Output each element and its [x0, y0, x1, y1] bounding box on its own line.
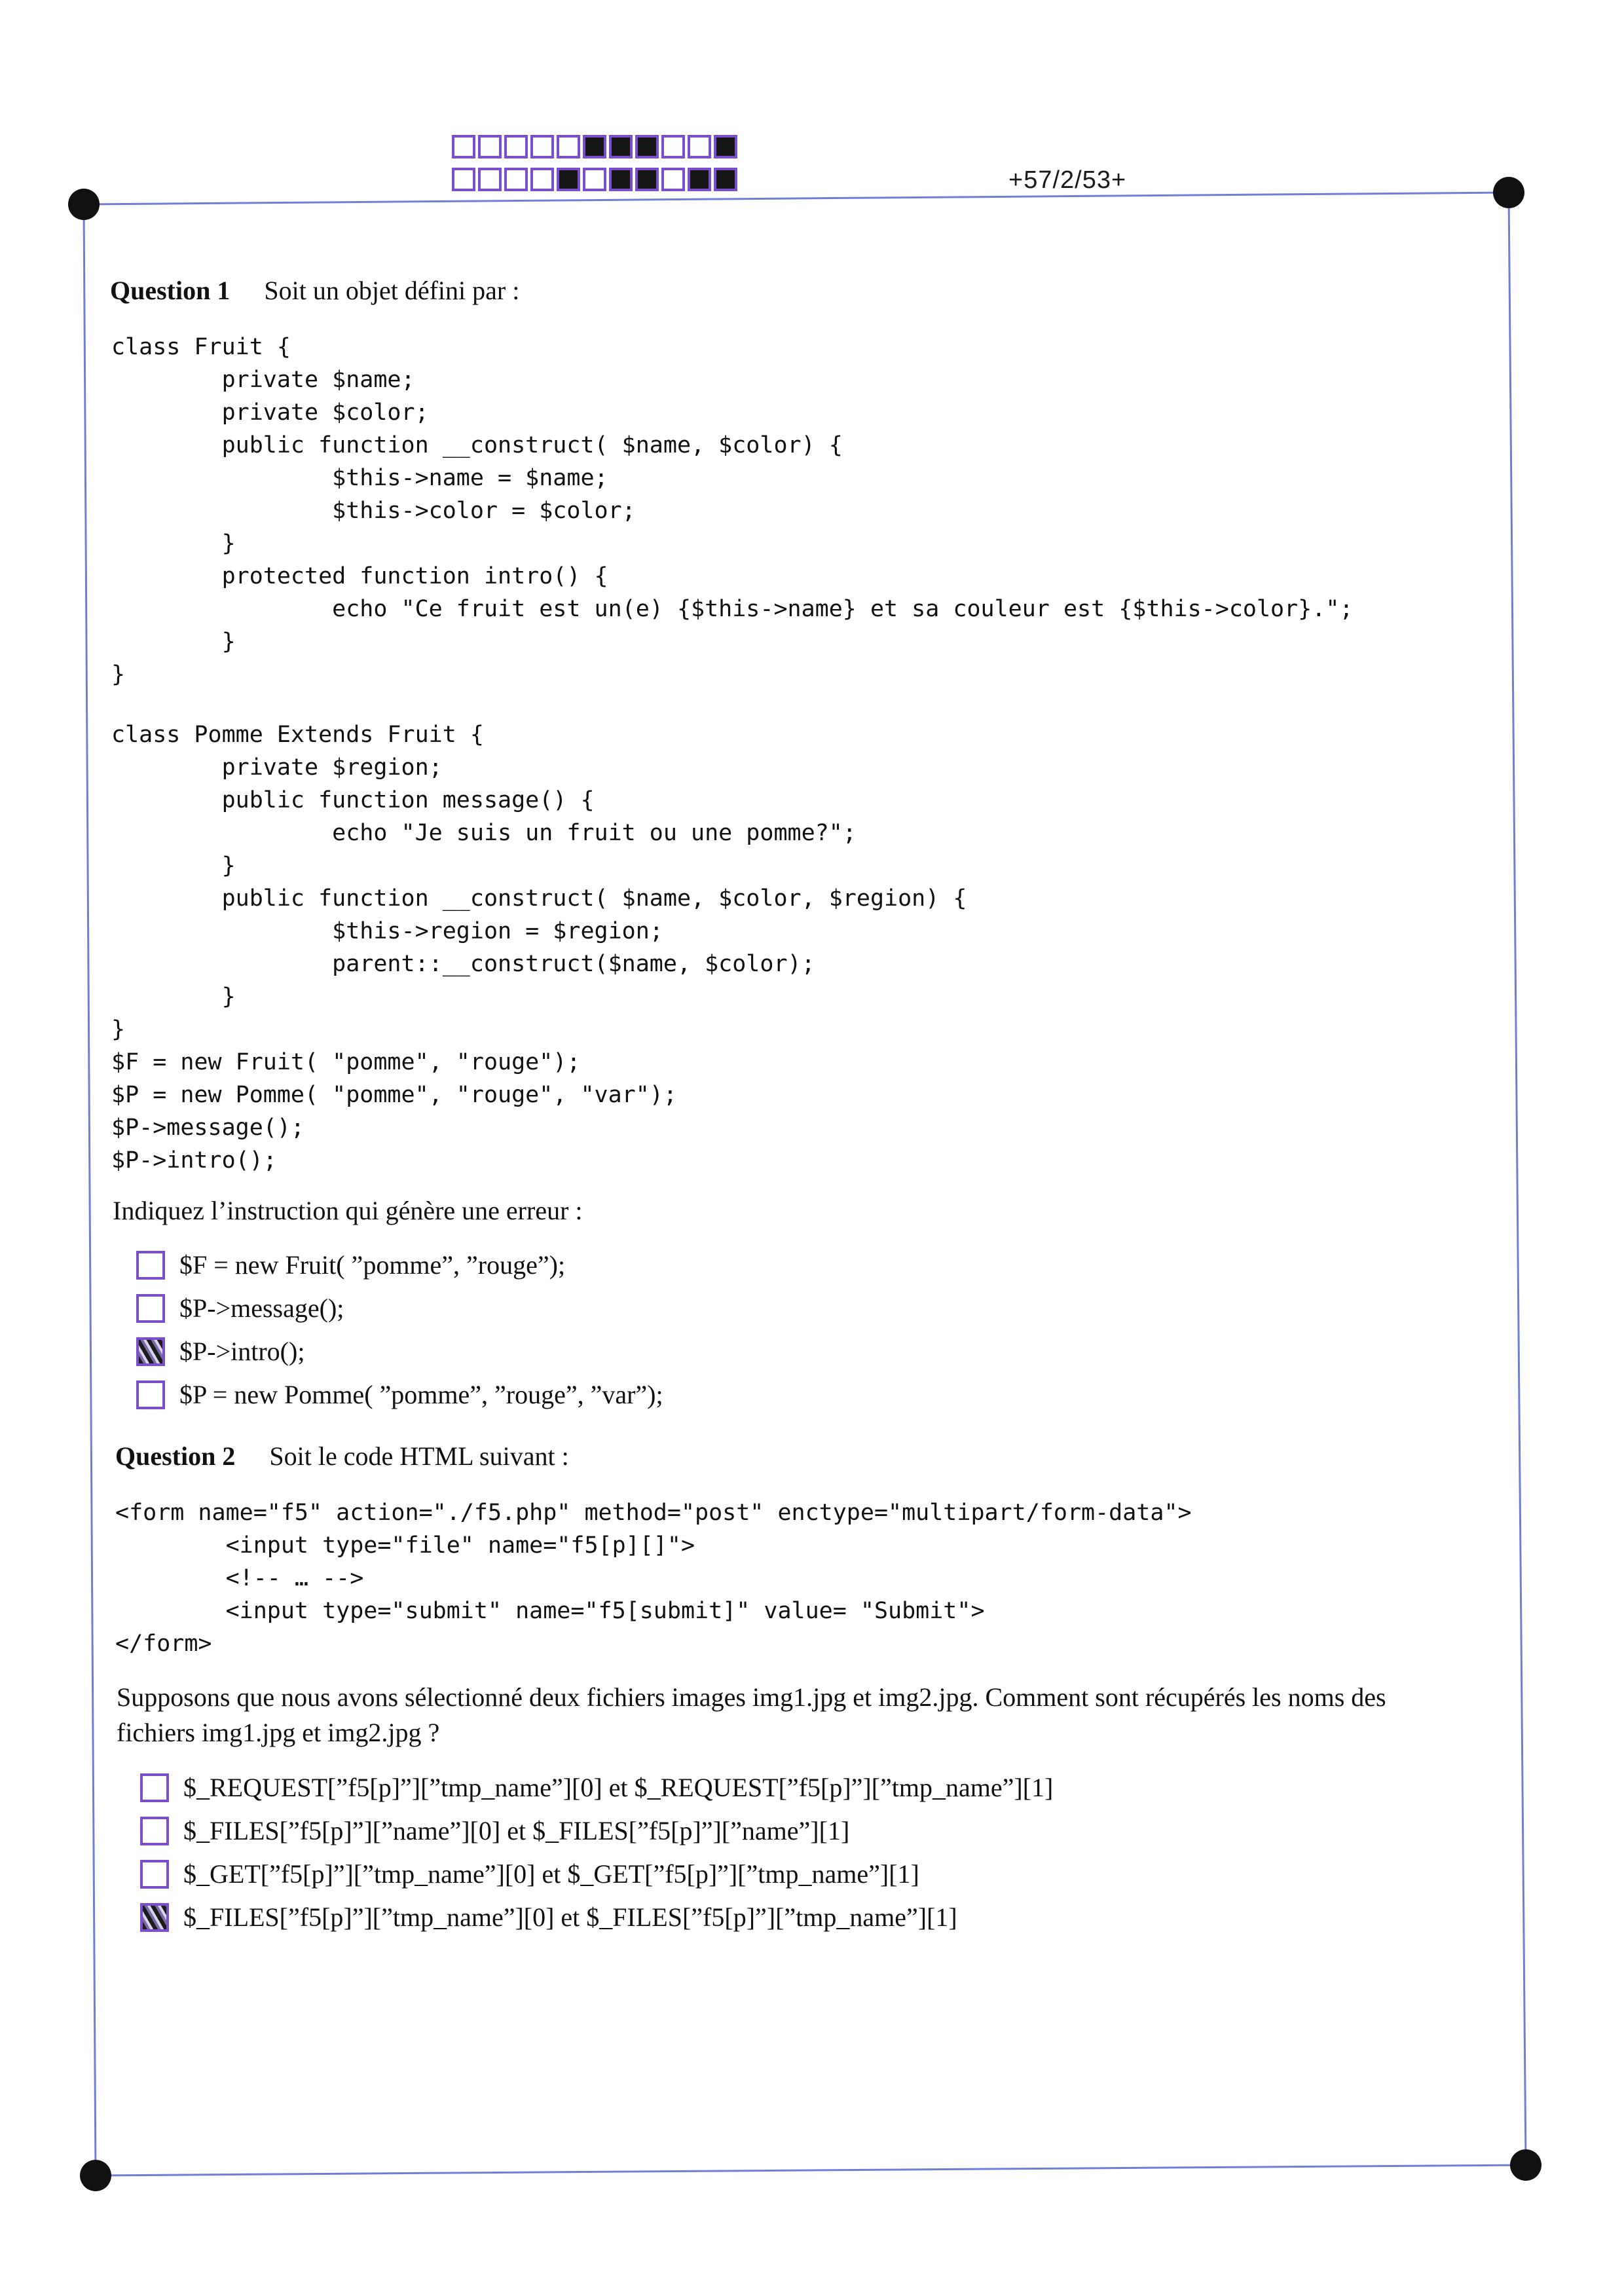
code-cell	[583, 135, 606, 158]
code-cell	[714, 135, 737, 158]
question-1-prompt: Soit un objet défini par :	[264, 276, 520, 305]
code-cell	[557, 135, 580, 158]
q2-option-checkbox[interactable]	[140, 1860, 169, 1889]
question-2-prompt: Soit le code HTML suivant :	[269, 1441, 569, 1471]
page-identifier: +57/2/53+	[1008, 166, 1127, 194]
code-cell	[452, 135, 475, 158]
q1-option-label: $P->intro();	[179, 1337, 305, 1366]
code-cell	[714, 168, 737, 191]
q2-option-label: $_REQUEST[”f5[p]”][”tmp_name”][0] et $_REQUEST[”f5[p]”][”tmp_name”][1]	[183, 1773, 1054, 1802]
corner-marker-bottom-right	[1510, 2149, 1541, 2181]
question-2-line: fichiers img1.jpg et img2.jpg ?	[117, 1718, 440, 1747]
question-2-heading	[115, 1441, 569, 1472]
code-class-fruit: class Fruit { private $name; private $color; public function __construct( $name, $color) { $this->name = $name; $this->color = $color; } protected function intro() { echo "Ce fruit est un(e) {$this->name} et sa couleur est {$this->color}."; } }	[111, 334, 1354, 688]
question-2-text	[117, 1680, 1386, 1750]
q1-option-checkbox[interactable]	[136, 1337, 165, 1366]
code-cell	[530, 168, 554, 191]
code-cell	[635, 168, 659, 191]
q1-option[interactable]	[136, 1250, 565, 1280]
code-cell	[609, 168, 633, 191]
q1-option-checkbox[interactable]	[136, 1294, 165, 1323]
code-cell	[661, 135, 685, 158]
q2-option[interactable]	[140, 1859, 919, 1889]
q1-option-checkbox[interactable]	[136, 1251, 165, 1280]
q2-option-label: $_GET[”f5[p]”][”tmp_name”][0] et $_GET[”f5[p]”][”tmp_name”][1]	[183, 1859, 919, 1889]
question-1-instruction: Indiquez l’instruction qui génère une erreur :	[113, 1196, 583, 1225]
code-cell	[478, 168, 502, 191]
code-cell	[609, 135, 633, 158]
code-cell	[478, 135, 502, 158]
corner-marker-bottom-left	[80, 2160, 111, 2191]
q1-option[interactable]	[136, 1293, 344, 1324]
code-cell	[661, 168, 685, 191]
code-cell	[557, 168, 580, 191]
q1-option-label: $P->message();	[179, 1293, 344, 1323]
code-cell	[688, 168, 711, 191]
code-class-pomme: class Pomme Extends Fruit { private $region; public function message() { echo "Je suis un fruit ou une pomme?"; } public function __construct( $name, $color, $region) { $this->region = $region; parent::__construct($name, $color); } } $F = new Fruit( "pomme", "rouge"); $P = new Pomme( "pomme", "rouge", "var"); $P->message(); $P->intro();	[111, 722, 967, 1174]
code-cell	[530, 135, 554, 158]
corner-marker-top-left	[68, 189, 100, 220]
q1-option[interactable]	[136, 1336, 304, 1367]
code-cell	[504, 168, 528, 191]
q2-option[interactable]	[140, 1815, 849, 1846]
question-2-line: Supposons que nous avons sélectionné deux fichiers images img1.jpg et img2.jpg. Comment sont récupérés les noms des	[117, 1682, 1386, 1712]
binary-code-row	[452, 168, 740, 191]
q2-option-checkbox[interactable]	[140, 1903, 169, 1932]
code-cell	[688, 135, 711, 158]
code-html-form: <form name="f5" action="./f5.php" method="post" enctype="multipart/form-data"> <input type="file" name="f5[p][]"> <!-- … --> <input type="submit" name="f5[submit]" value= "Submit"> </form>	[115, 1500, 1192, 1657]
code-cell	[583, 168, 606, 191]
code-cell	[504, 135, 528, 158]
q1-option-label: $P = new Pomme( ”pomme”, ”rouge”, ”var”);	[179, 1380, 663, 1409]
q2-option-checkbox[interactable]	[140, 1773, 169, 1802]
code-cell	[635, 135, 659, 158]
question-1-label: Question 1	[110, 276, 231, 305]
q1-option[interactable]	[136, 1379, 663, 1410]
q2-option-label: $_FILES[”f5[p]”][”tmp_name”][0] et $_FILES[”f5[p]”][”tmp_name”][1]	[183, 1902, 957, 1932]
q2-option[interactable]	[140, 1902, 957, 1933]
corner-marker-top-right	[1493, 177, 1524, 208]
q1-option-checkbox[interactable]	[136, 1380, 165, 1409]
binary-code-row	[452, 135, 740, 158]
q2-option-label: $_FILES[”f5[p]”][”name”][0] et $_FILES[”f5[p]”][”name”][1]	[183, 1816, 850, 1845]
question-2-label: Question 2	[115, 1441, 236, 1471]
question-1-heading	[110, 275, 519, 306]
q2-option[interactable]	[140, 1772, 1053, 1803]
code-cell	[452, 168, 475, 191]
q1-option-label: $F = new Fruit( ”pomme”, ”rouge”);	[179, 1250, 566, 1280]
q2-option-checkbox[interactable]	[140, 1817, 169, 1845]
